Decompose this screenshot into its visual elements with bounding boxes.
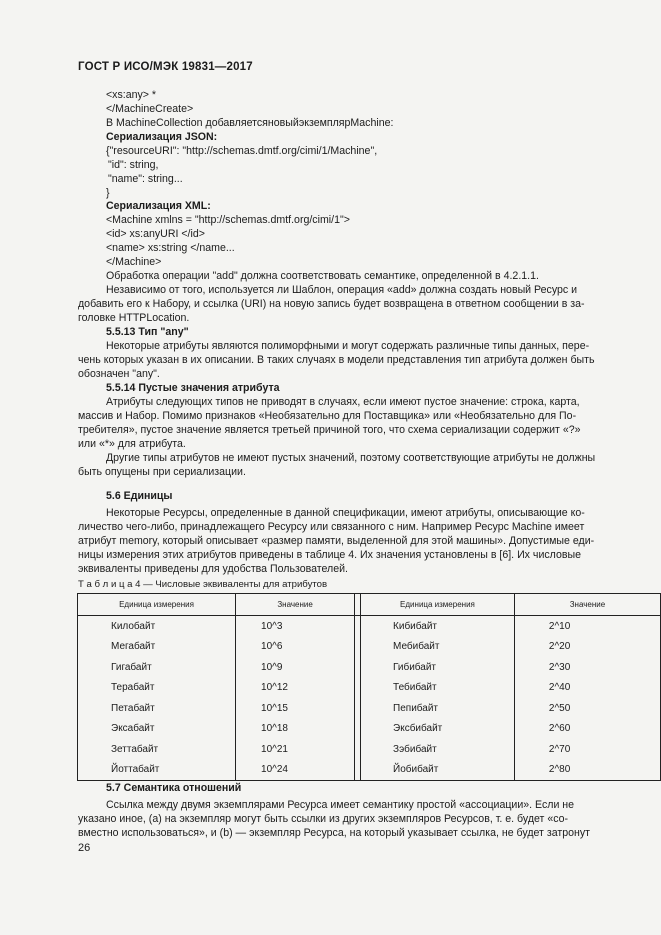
paragraph-line: Атрибуты следующих типов не приводят в случаях, если имеют пустое значение: строка, карта, [106,396,580,408]
value-cell: 10^24 [236,760,355,781]
unit-cell: Терабайт [78,678,236,699]
paragraph-line: чень которых указан в их описании. В таких случаях в модели представления тип атрибута должен быть [78,354,595,366]
value-cell: 2^20 [514,637,660,658]
value-cell: 10^15 [236,698,355,719]
value-cell: 10^6 [236,637,355,658]
paragraph-line: быть опущены при сериализации. [78,466,246,478]
column-header: Единица измерения [78,594,236,616]
document-header: ГОСТ Р ИСО/МЭК 19831—2017 [78,61,253,73]
code-line: </Machine> [106,256,162,268]
column-header: Значение [514,594,660,616]
paragraph-line: указано иное, (a) на экземпляр могут быть ссылки из других экземпляров Ресурсов, т. е. будет «со- [78,813,569,825]
paragraph-line: Независимо от того, используется ли Шаблон, операция «add» должна создать новый Ресурс и [106,284,578,296]
json-heading: Сериализация JSON: [106,131,218,143]
paragraph-line: Обработка операции "add" должна соответствовать семантике, определенной в 4.2.1.1. [106,270,539,282]
paragraph-line: обозначен "any". [78,368,160,380]
value-cell: 10^9 [236,657,355,678]
table-header-row [78,594,661,616]
paragraph-line: Другие типы атрибутов не имеют пустых значений, поэтому соответствующие атрибуты не должны [106,452,596,464]
unit-cell: Кибибайт [393,620,437,632]
code-line: <name> xs:string </name... [106,242,235,254]
unit-cell: Килобайт [78,616,236,637]
unit-cell: Зеттабайт [78,739,236,760]
table-caption: Т а б л и ц а 4 — Числовые эквиваленты для атрибутов [78,579,328,590]
code-line: "id": string, [108,159,159,171]
code-line: <id> xs:anyURI </id> [106,228,205,240]
code-line: {"resourceURI": "http://schemas.dmtf.org/cimi/1/Machine", [106,145,378,157]
table-row [78,760,661,781]
code-line: "name": string... [108,173,183,185]
paragraph-line: или «*» для атрибута. [78,438,186,450]
unit-cell: Эксбибайт [393,723,443,735]
paragraph-line: массив и Набор. Помимо признаков «Необязательно для Поставщика» или «Необязательно для По- [78,410,577,422]
table-row [78,657,661,678]
value-cell: 2^50 [514,698,660,719]
paragraph-line: Некоторые Ресурсы, определенные в данной спецификации, имеют атрибуты, описывающие ко- [106,507,585,519]
paragraph-line: атрибут memory, который описывает «размер памяти, выделенной для этой машины». Допустимые еди- [78,535,595,547]
paragraph-line: вместно использоваться», и (b) — экземпляр Ресурса, на который указывает ссылка, не будет затронут [78,827,590,839]
unit-cell: Йоттабайт [78,760,236,781]
value-cell: 2^80 [514,760,660,781]
unit-cell: Эксабайт [78,719,236,740]
unit-cell: Зэбибайт [393,743,437,755]
code-line: </MachineCreate> [106,103,194,115]
value-cell: 2^30 [514,657,660,678]
code-line: <Machine xmlns = "http://schemas.dmtf.org/cimi/1"> [106,214,350,226]
paragraph-line: Ссылка между двумя экземплярами Ресурса имеет семантику простой «ассоциации». Если не [106,799,575,811]
column-header: Значение [236,594,355,616]
table-row [78,616,661,637]
units-table [77,593,661,781]
code-line: } [106,187,110,199]
table-row [78,719,661,740]
table-row [78,739,661,760]
xml-heading: Сериализация XML: [106,200,211,212]
unit-cell: Мебибайт [393,641,440,653]
value-cell: 10^3 [236,616,355,637]
paragraph-line: добавить его к Набору, и ссылка (URI) на новую запись будет возвращена в ответном сообщении в за- [78,298,585,310]
value-cell: 10^12 [236,678,355,699]
column-header: Единица измерения [361,594,515,616]
paragraph-line: В MachineCollection добавляетсяновыйэкземплярMachine: [106,117,394,129]
section-heading-5-6: 5.6 Единицы [106,490,173,502]
table-row [78,698,661,719]
unit-cell: Мегабайт [78,637,236,658]
value-cell: 2^10 [514,616,660,637]
paragraph-line: эквиваленты приведены для удобства Пользователей. [78,563,348,575]
value-cell: 2^40 [514,678,660,699]
paragraph-line: ницы измерения этих атрибутов приведены в таблице 4. Их значения установлены в [6]. Их числовые [78,549,581,561]
paragraph-line: требителя», пустое значение является третьей причиной того, что схема сериализации содержит «?» [78,424,581,436]
unit-cell: Гибибайт [393,661,437,673]
paragraph-line: Некоторые атрибуты являются полиморфными и могут содержать различные типы данных, пере- [106,340,590,352]
unit-cell: Тебибайт [393,682,437,694]
unit-cell: Йобибайт [361,760,515,781]
page-number: 26 [78,842,91,854]
value-cell: 2^60 [514,719,660,740]
section-heading-5-5-13: 5.5.13 Тип "any" [106,326,189,338]
unit-cell: Петабайт [78,698,236,719]
value-cell: 2^70 [514,739,660,760]
unit-cell: Гигабайт [78,657,236,678]
paragraph-line: головке HTTPLocation. [78,312,190,324]
section-heading-5-7: 5.7 Семантика отношений [106,782,242,794]
value-cell: 10^18 [236,719,355,740]
unit-cell: Пепибайт [393,702,439,714]
paragraph-line: личество чего-либо, принадлежащего Ресурсу или связанного с ним. Например Ресурс Machine имеет [78,521,585,533]
table-row [78,678,661,699]
section-heading-5-5-14: 5.5.14 Пустые значения атрибута [106,382,280,394]
value-cell: 10^21 [236,739,355,760]
table-row [78,637,661,658]
code-line: <xs:any> * [106,89,157,101]
